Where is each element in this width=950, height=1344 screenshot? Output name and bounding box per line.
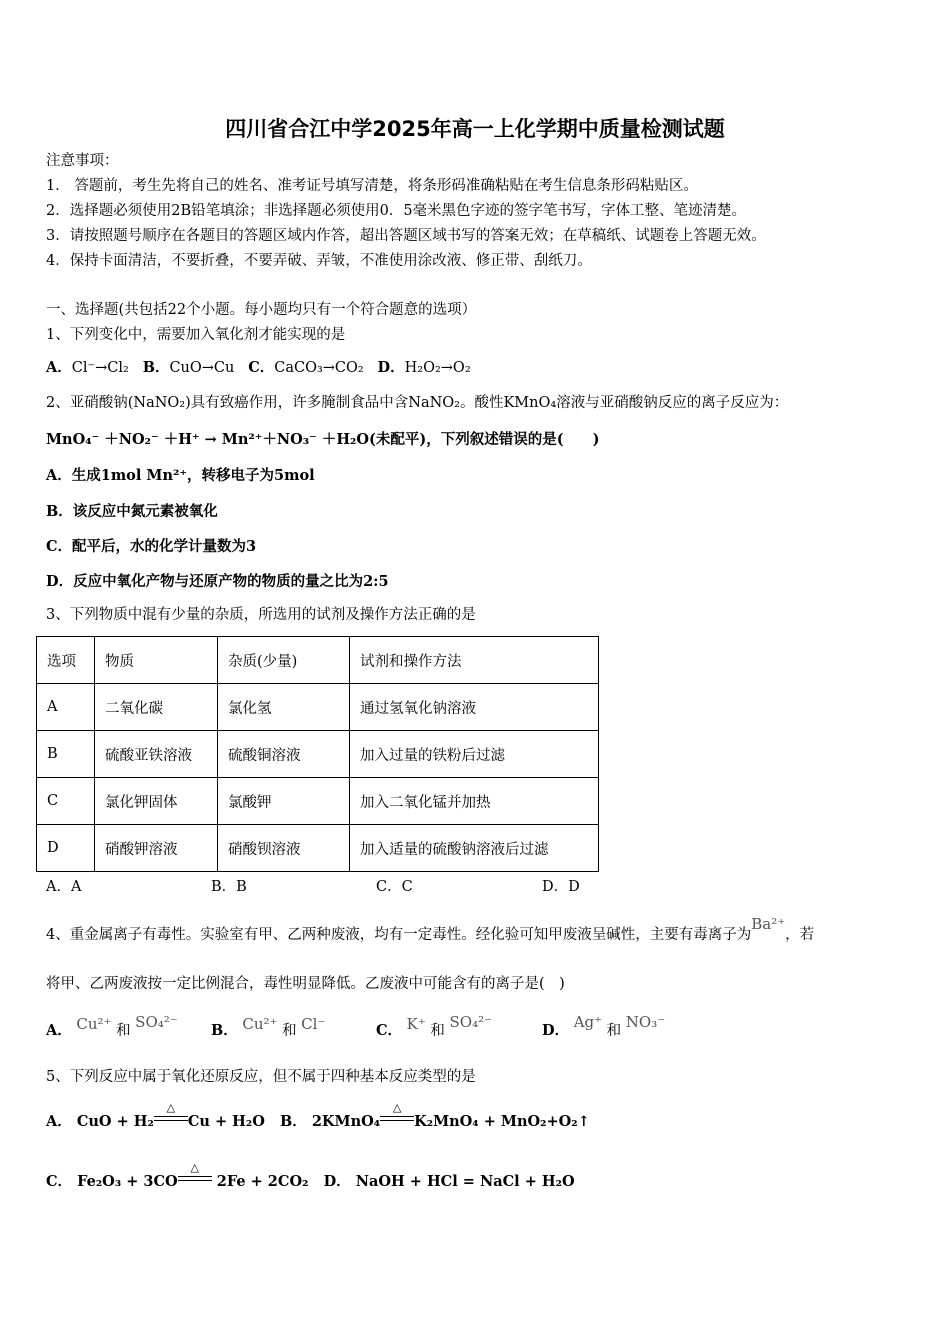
q1-d-label: D． <box>377 359 405 376</box>
table-cell: C <box>37 778 95 825</box>
table-header: 杂质(少量) <box>218 637 350 684</box>
q4-option-c <box>376 1013 493 1041</box>
heat-condition <box>154 1101 188 1132</box>
table-cell: 氯化钾固体 <box>95 778 218 825</box>
q4-a-and: 和 <box>116 1023 131 1039</box>
q4-d-and: 和 <box>606 1023 622 1039</box>
q5-b-right: K₂MnO₄ + MnO₂+O₂↑ <box>414 1113 590 1130</box>
table-header: 选项 <box>37 637 95 684</box>
table-cell: 硫酸亚铁溶液 <box>95 731 218 778</box>
question-1-options <box>46 358 471 378</box>
q5-c-right: 2Fe + 2CO₂ <box>216 1173 309 1190</box>
q4-ion: Ba²⁺ <box>751 915 786 933</box>
q4-b-label: B． <box>211 1022 238 1039</box>
q4-d-ion1: Ag⁺ <box>573 1013 603 1031</box>
q5-b-left: 2KMnO₄ <box>311 1113 381 1130</box>
table-cell: 硝酸钡溶液 <box>218 825 350 872</box>
table-row <box>37 825 599 872</box>
table-cell: 通过氢氧化钠溶液 <box>350 684 599 731</box>
q2-option-d: D．反应中氧化产物与还原产物的物质的量之比为2:5 <box>46 573 389 590</box>
heat-symbol: △ <box>392 1101 402 1114</box>
q4-b-ion2: Cl⁻ <box>301 1015 326 1033</box>
q4-option-b <box>211 1015 326 1041</box>
q1-a-label: A． <box>46 359 72 376</box>
table-cell: 氯化氢 <box>218 684 350 731</box>
table-row <box>37 731 599 778</box>
question-5-options-ab <box>46 1101 590 1132</box>
q5-option-d: NaOH + HCl = NaCl + H₂O <box>355 1173 575 1190</box>
table-cell: 加入过量的铁粉后过滤 <box>350 731 599 778</box>
table-cell: 硝酸钾溶液 <box>95 825 218 872</box>
table-cell: B <box>37 731 95 778</box>
q5-a-right: Cu + H₂O <box>187 1113 265 1130</box>
heat-symbol: △ <box>190 1161 199 1174</box>
table-cell: 氯酸钾 <box>218 778 350 825</box>
question-2-equation: MnO₄⁻ ＋NO₂⁻ ＋H⁺ → Mn²⁺＋NO₃⁻ ＋H₂O(未配平)，下列叙述错误的是( ) <box>46 431 600 448</box>
table-row <box>37 684 599 731</box>
q5-a-label: A． <box>46 1113 72 1130</box>
question-1-stem: 1、下列变化中，需要加入氧化剂才能实现的是 <box>46 327 346 343</box>
q2-option-a: A．生成1mol Mn²⁺，转移电子为5mol <box>46 467 315 484</box>
q4-a-ion2: SO₄²⁻ <box>135 1013 178 1031</box>
table-cell: 硫酸铜溶液 <box>218 731 350 778</box>
q4-d-ion2: NO₃⁻ <box>625 1013 666 1031</box>
q3-answer-c: C．C <box>376 879 413 895</box>
table-header: 物质 <box>95 637 218 684</box>
q2-option-c: C．配平后，水的化学计量数为3 <box>46 538 257 555</box>
q4-c-ion2: SO₄²⁻ <box>449 1013 493 1031</box>
question-2-stem: 2、亚硝酸钠(NaNO₂)具有致癌作用，许多腌制食品中含NaNO₂。酸性KMnO₄溶液与亚硝酸钠反应的离子反应为： <box>46 395 789 411</box>
q1-option-a: Cl⁻→Cl₂ <box>71 360 129 376</box>
q4-c-label: C． <box>376 1022 403 1039</box>
q3-answer-b: B．B <box>211 879 247 895</box>
q4-b-ion1: Cu²⁺ <box>242 1015 278 1033</box>
question-5-options-cd <box>46 1161 575 1192</box>
question-5-stem: 5、下列反应中属于氧化还原反应，但不属于四种基本反应类型的是 <box>46 1069 476 1085</box>
q3-answer-d: D．D <box>542 879 580 895</box>
table-header: 试剂和操作方法 <box>350 637 599 684</box>
table-cell: 二氧化碳 <box>95 684 218 731</box>
exam-title: 四川省合江中学2025年高一上化学期中质量检测试题 <box>225 117 725 141</box>
table-cell: A <box>37 684 95 731</box>
question-4-stem-2: 将甲、乙两废液按一定比例混合，毒性明显降低。乙废液中可能含有的离子是( ) <box>46 976 565 992</box>
q4-c-ion1: K⁺ <box>406 1015 426 1033</box>
question-3-table <box>36 636 599 872</box>
q5-d-label: D． <box>323 1173 351 1190</box>
table-cell: D <box>37 825 95 872</box>
q2-option-b: B．该反应中氮元素被氧化 <box>46 503 218 520</box>
question-3-stem: 3、下列物质中混有少量的杂质，所选用的试剂及操作方法正确的是 <box>46 607 476 623</box>
q4-stem-part1: 4、重金属离子有毒性。实验室有甲、乙两种废液，均有一定毒性。经化验可知甲废液呈碱性，主要有毒离子为 <box>46 927 752 943</box>
q3-answer-a: A．A <box>46 879 82 895</box>
q1-option-d: H₂O₂→O₂ <box>404 360 471 376</box>
q5-a-left: CuO + H₂ <box>76 1113 154 1130</box>
table-header-row <box>37 637 599 684</box>
notice-item-4: 4．保持卡面清洁，不要折叠，不要弄破、弄皱，不准使用涂改液、修正带、刮纸刀。 <box>46 253 592 269</box>
q4-stem-end: ，若 <box>785 927 815 943</box>
heat-condition <box>380 1101 414 1132</box>
table-row <box>37 778 599 825</box>
q4-b-and: 和 <box>282 1023 297 1039</box>
q5-c-left: Fe₂O₃ + 3CO <box>77 1173 178 1190</box>
equals-sign <box>178 1176 212 1181</box>
q1-b-label: B． <box>142 359 170 376</box>
heat-condition <box>178 1161 212 1192</box>
q4-a-label: A． <box>46 1022 72 1039</box>
q1-c-label: C． <box>248 359 275 376</box>
q4-d-label: D． <box>542 1022 570 1039</box>
q4-option-d <box>542 1013 666 1041</box>
table-cell: 加入适量的硫酸钠溶液后过滤 <box>350 825 599 872</box>
notice-item-3: 3．请按照题号顺序在各题目的答题区域内作答，超出答题区域书写的答案无效；在草稿纸、试题卷上答题无效。 <box>46 228 766 244</box>
q5-b-label: B． <box>280 1113 307 1130</box>
q4-option-a <box>46 1013 178 1041</box>
q1-option-b: CuO→Cu <box>169 360 235 376</box>
equals-sign <box>380 1116 414 1121</box>
heat-symbol: △ <box>166 1101 176 1114</box>
table-cell: 加入二氧化锰并加热 <box>350 778 599 825</box>
question-4-stem <box>46 915 815 945</box>
q4-a-ion1: Cu²⁺ <box>76 1015 112 1033</box>
section-heading: 一、选择题(共包括22个小题。每小题均只有一个符合题意的选项） <box>46 302 477 318</box>
equals-sign <box>154 1116 188 1121</box>
notice-item-1: 1． 答题前，考生先将自己的姓名、准考证号填写清楚，将条形码准确粘贴在考生信息条形码粘贴区。 <box>46 178 698 194</box>
notice-item-2: 2．选择题必须使用2B铅笔填涂；非选择题必须使用0．5毫米黑色字迹的签字笔书写，字体工整、笔迹清楚。 <box>46 203 747 219</box>
q1-option-c: CaCO₃→CO₂ <box>274 360 364 376</box>
q5-c-label: C． <box>46 1173 73 1190</box>
q4-c-and: 和 <box>430 1023 445 1039</box>
notice-heading: 注意事项： <box>46 153 119 169</box>
